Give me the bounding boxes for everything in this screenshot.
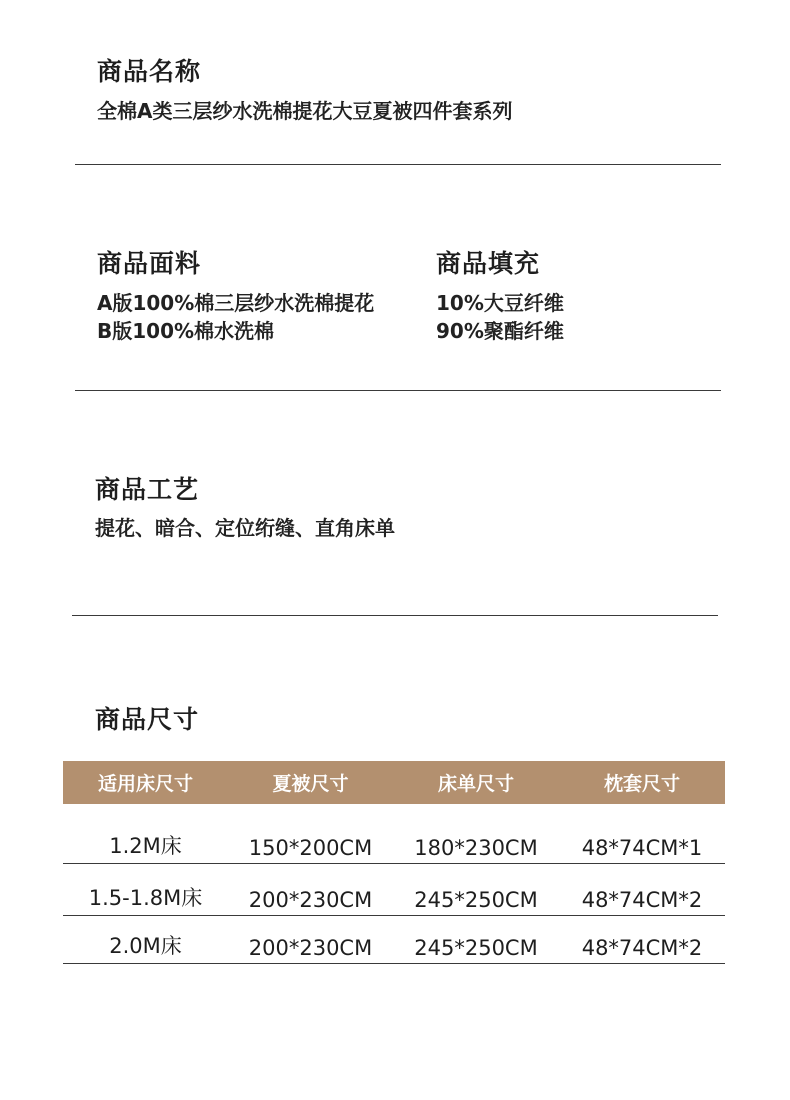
craft-heading: 商品工艺 xyxy=(95,475,200,504)
size-heading: 商品尺寸 xyxy=(95,705,200,734)
filling-line: 10%大豆纤维 xyxy=(436,291,564,315)
craft-value: 提花、暗合、定位绗缝、直角床单 xyxy=(95,516,395,540)
section-divider xyxy=(75,390,721,391)
section-divider xyxy=(72,615,718,616)
table-cell: 180*230CM xyxy=(393,804,559,864)
filling-line: 90%聚酯纤维 xyxy=(436,319,564,343)
fabric-heading: 商品面料 xyxy=(97,249,202,278)
filling-heading: 商品填充 xyxy=(436,249,541,278)
column-header-quilt-size: 夏被尺寸 xyxy=(228,761,393,804)
table-cell: 200*230CM xyxy=(228,916,393,964)
table-header-row xyxy=(63,761,725,804)
table-cell: 2.0M床 xyxy=(63,916,228,964)
table-cell: 48*74CM*2 xyxy=(559,916,725,964)
product-name-value: 全棉A类三层纱水洗棉提花大豆夏被四件套系列 xyxy=(97,99,513,123)
table-cell: 150*200CM xyxy=(228,804,393,864)
product-name-heading: 商品名称 xyxy=(97,57,202,86)
table-row xyxy=(63,804,725,864)
table-cell: 1.2M床 xyxy=(63,804,228,864)
column-header-bed-size: 适用床尺寸 xyxy=(63,761,228,804)
table-cell: 200*230CM xyxy=(228,864,393,916)
table-cell: 245*250CM xyxy=(393,864,559,916)
table-cell: 245*250CM xyxy=(393,916,559,964)
column-header-pillowcase-size: 枕套尺寸 xyxy=(559,761,725,804)
fabric-line: B版100%棉水洗棉 xyxy=(97,319,275,343)
table-cell: 1.5-1.8M床 xyxy=(63,864,228,916)
table-cell: 48*74CM*2 xyxy=(559,864,725,916)
fabric-line: A版100%棉三层纱水洗棉提花 xyxy=(97,291,375,315)
table-row xyxy=(63,916,725,964)
section-divider xyxy=(75,164,721,165)
table-cell: 48*74CM*1 xyxy=(559,804,725,864)
column-header-sheet-size: 床单尺寸 xyxy=(393,761,559,804)
size-table xyxy=(63,761,725,964)
table-row xyxy=(63,864,725,916)
